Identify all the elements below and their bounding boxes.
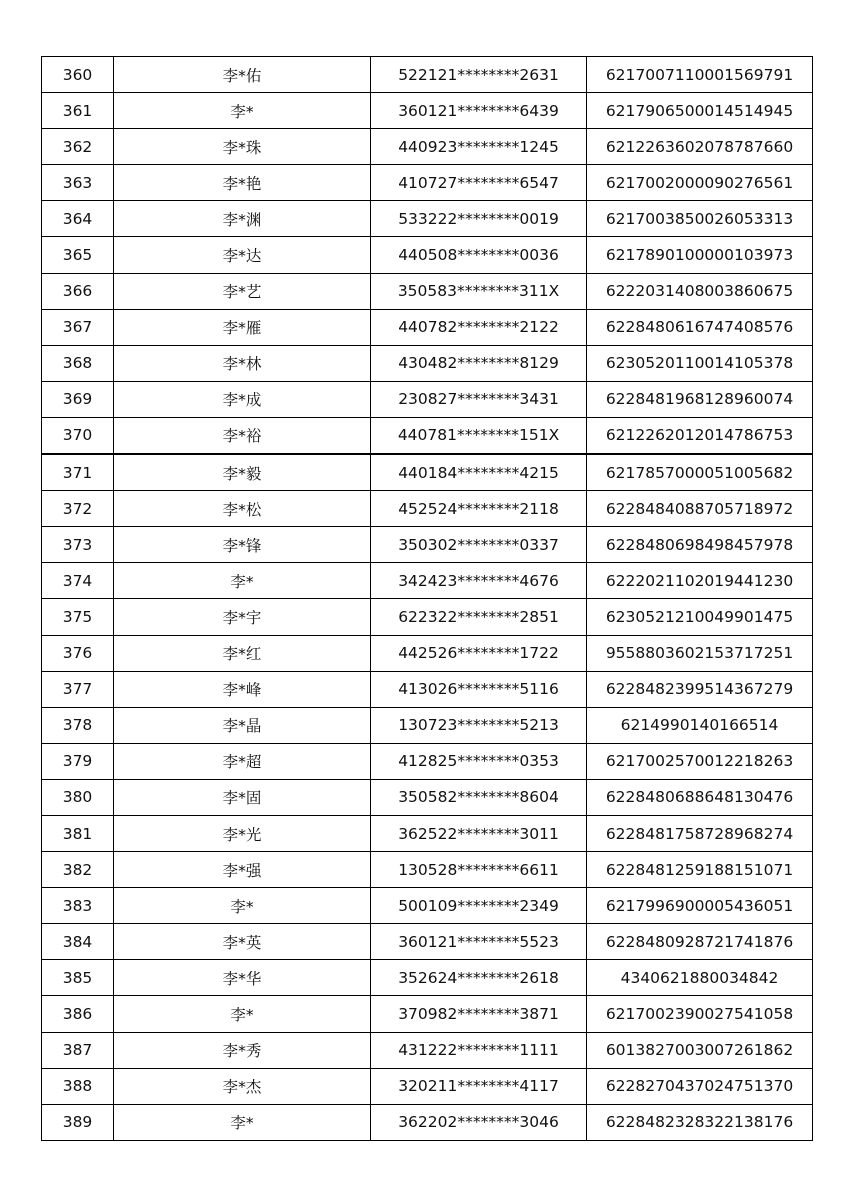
table-row (42, 599, 813, 635)
bank-card-cell: 6228480688648130476 (587, 779, 813, 815)
id-number-cell: 442526********1722 (371, 635, 587, 671)
table-row (42, 815, 813, 851)
bank-card-cell: 6217002390027541058 (587, 996, 813, 1032)
row-number-cell: 384 (42, 924, 114, 960)
bank-card-cell: 6212263602078787660 (587, 129, 813, 165)
id-number-cell: 130723********5213 (371, 707, 587, 743)
table-row (42, 93, 813, 129)
name-cell: 李*珠 (114, 129, 371, 165)
bank-card-cell: 6013827003007261862 (587, 1032, 813, 1068)
name-cell: 李*红 (114, 635, 371, 671)
name-cell: 李*林 (114, 345, 371, 381)
row-number-cell: 360 (42, 57, 114, 93)
id-number-cell: 230827********3431 (371, 381, 587, 417)
bank-card-cell: 9558803602153717251 (587, 635, 813, 671)
name-cell: 李*裕 (114, 417, 371, 454)
name-cell: 李*峰 (114, 671, 371, 707)
table-row (42, 1068, 813, 1104)
bank-card-cell: 6228481968128960074 (587, 381, 813, 417)
id-number-cell: 413026********5116 (371, 671, 587, 707)
row-number-cell: 376 (42, 635, 114, 671)
name-cell: 李*秀 (114, 1032, 371, 1068)
id-number-cell: 352624********2618 (371, 960, 587, 996)
row-number-cell: 373 (42, 527, 114, 563)
id-number-cell: 370982********3871 (371, 996, 587, 1032)
table-row (42, 996, 813, 1032)
bank-card-cell: 6222031408003860675 (587, 273, 813, 309)
id-number-cell: 360121********6439 (371, 93, 587, 129)
id-number-cell: 412825********0353 (371, 743, 587, 779)
name-cell: 李*强 (114, 852, 371, 888)
id-number-cell: 362522********3011 (371, 815, 587, 851)
row-number-cell: 361 (42, 93, 114, 129)
row-number-cell: 385 (42, 960, 114, 996)
bank-card-cell: 6228480698498457978 (587, 527, 813, 563)
table-row (42, 563, 813, 599)
row-number-cell: 383 (42, 888, 114, 924)
row-number-cell: 364 (42, 201, 114, 237)
name-cell: 李*成 (114, 381, 371, 417)
id-number-cell: 350583********311X (371, 273, 587, 309)
bank-card-cell: 6217857000051005682 (587, 454, 813, 491)
table-row (42, 129, 813, 165)
table-row (42, 57, 813, 93)
row-number-cell: 377 (42, 671, 114, 707)
row-number-cell: 362 (42, 129, 114, 165)
id-number-cell: 440184********4215 (371, 454, 587, 491)
row-number-cell: 389 (42, 1104, 114, 1140)
id-number-cell: 362202********3046 (371, 1104, 587, 1140)
id-number-cell: 350302********0337 (371, 527, 587, 563)
bank-card-cell: 6228481259188151071 (587, 852, 813, 888)
id-number-cell: 452524********2118 (371, 491, 587, 527)
name-cell: 李* (114, 1104, 371, 1140)
name-cell: 李*杰 (114, 1068, 371, 1104)
table-row (42, 779, 813, 815)
name-cell: 李*晶 (114, 707, 371, 743)
bank-card-cell: 6228482328322138176 (587, 1104, 813, 1140)
row-number-cell: 378 (42, 707, 114, 743)
row-number-cell: 371 (42, 454, 114, 491)
name-cell: 李*佑 (114, 57, 371, 93)
table-row (42, 165, 813, 201)
table-row (42, 743, 813, 779)
bank-card-cell: 6222021102019441230 (587, 563, 813, 599)
row-number-cell: 363 (42, 165, 114, 201)
table-row (42, 888, 813, 924)
id-number-cell: 431222********1111 (371, 1032, 587, 1068)
bank-card-cell: 6217007110001569791 (587, 57, 813, 93)
table-row (42, 960, 813, 996)
name-cell: 李*渊 (114, 201, 371, 237)
name-cell: 李*毅 (114, 454, 371, 491)
name-cell: 李*锋 (114, 527, 371, 563)
table-row (42, 237, 813, 273)
id-number-cell: 342423********4676 (371, 563, 587, 599)
id-number-cell: 350582********8604 (371, 779, 587, 815)
name-cell: 李*光 (114, 815, 371, 851)
table-row (42, 671, 813, 707)
name-cell: 李*华 (114, 960, 371, 996)
table-row (42, 924, 813, 960)
table-row (42, 273, 813, 309)
row-number-cell: 381 (42, 815, 114, 851)
bank-card-cell: 4340621880034842 (587, 960, 813, 996)
row-number-cell: 382 (42, 852, 114, 888)
id-number-cell: 440508********0036 (371, 237, 587, 273)
table-body (42, 57, 813, 1141)
id-number-cell: 320211********4117 (371, 1068, 587, 1104)
name-cell: 李*英 (114, 924, 371, 960)
name-cell: 李*艺 (114, 273, 371, 309)
bank-card-cell: 6217003850026053313 (587, 201, 813, 237)
name-cell: 李* (114, 93, 371, 129)
row-number-cell: 374 (42, 563, 114, 599)
id-number-cell: 410727********6547 (371, 165, 587, 201)
name-cell: 李* (114, 563, 371, 599)
table-row (42, 491, 813, 527)
row-number-cell: 388 (42, 1068, 114, 1104)
table-row (42, 417, 813, 454)
table-row (42, 1104, 813, 1140)
row-number-cell: 367 (42, 309, 114, 345)
bank-card-cell: 6230520110014105378 (587, 345, 813, 381)
id-number-cell: 130528********6611 (371, 852, 587, 888)
row-number-cell: 370 (42, 417, 114, 454)
row-number-cell: 372 (42, 491, 114, 527)
name-cell: 李* (114, 888, 371, 924)
bank-card-cell: 6228270437024751370 (587, 1068, 813, 1104)
bank-card-cell: 6230521210049901475 (587, 599, 813, 635)
bank-card-cell: 6228482399514367279 (587, 671, 813, 707)
recipient-table (41, 56, 813, 1141)
row-number-cell: 379 (42, 743, 114, 779)
id-number-cell: 500109********2349 (371, 888, 587, 924)
row-number-cell: 366 (42, 273, 114, 309)
bank-card-cell: 6217002000090276561 (587, 165, 813, 201)
table-row (42, 1032, 813, 1068)
id-number-cell: 533222********0019 (371, 201, 587, 237)
id-number-cell: 622322********2851 (371, 599, 587, 635)
row-number-cell: 386 (42, 996, 114, 1032)
bank-card-cell: 6228481758728968274 (587, 815, 813, 851)
table-row (42, 345, 813, 381)
row-number-cell: 365 (42, 237, 114, 273)
name-cell: 李*松 (114, 491, 371, 527)
row-number-cell: 375 (42, 599, 114, 635)
table-row (42, 454, 813, 491)
name-cell: 李* (114, 996, 371, 1032)
table-row (42, 527, 813, 563)
row-number-cell: 369 (42, 381, 114, 417)
id-number-cell: 360121********5523 (371, 924, 587, 960)
bank-card-cell: 6228480928721741876 (587, 924, 813, 960)
bank-card-cell: 6228480616747408576 (587, 309, 813, 345)
bank-card-cell: 6217906500014514945 (587, 93, 813, 129)
table-row (42, 309, 813, 345)
id-number-cell: 440782********2122 (371, 309, 587, 345)
name-cell: 李*达 (114, 237, 371, 273)
id-number-cell: 440781********151X (371, 417, 587, 454)
name-cell: 李*宇 (114, 599, 371, 635)
bank-card-cell: 6228484088705718972 (587, 491, 813, 527)
id-number-cell: 440923********1245 (371, 129, 587, 165)
bank-card-cell: 6217002570012218263 (587, 743, 813, 779)
bank-card-cell: 6217890100000103973 (587, 237, 813, 273)
table-row (42, 707, 813, 743)
bank-card-cell: 6212262012014786753 (587, 417, 813, 454)
row-number-cell: 380 (42, 779, 114, 815)
table-row (42, 852, 813, 888)
table-row (42, 201, 813, 237)
name-cell: 李*艳 (114, 165, 371, 201)
table-row (42, 635, 813, 671)
table-row (42, 381, 813, 417)
name-cell: 李*超 (114, 743, 371, 779)
bank-card-cell: 6214990140166514 (587, 707, 813, 743)
name-cell: 李*固 (114, 779, 371, 815)
row-number-cell: 368 (42, 345, 114, 381)
bank-card-cell: 6217996900005436051 (587, 888, 813, 924)
id-number-cell: 430482********8129 (371, 345, 587, 381)
name-cell: 李*雁 (114, 309, 371, 345)
row-number-cell: 387 (42, 1032, 114, 1068)
id-number-cell: 522121********2631 (371, 57, 587, 93)
